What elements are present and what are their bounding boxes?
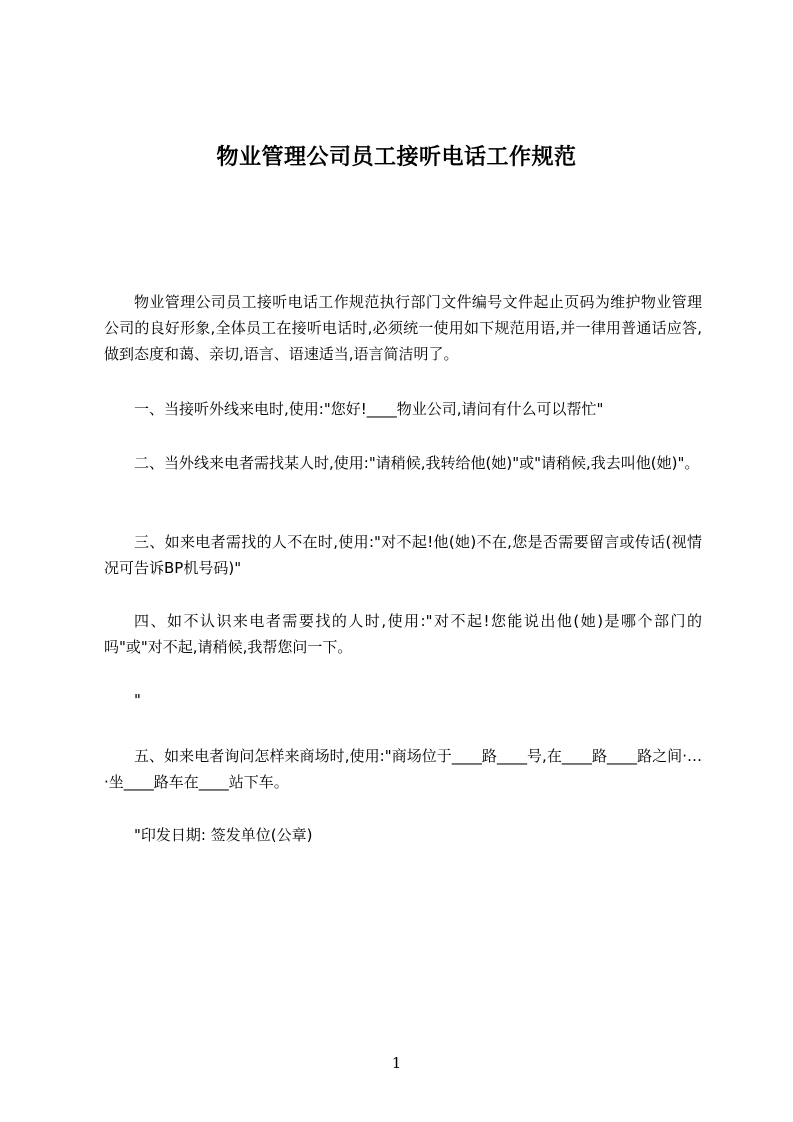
rule-paragraph-2: 二、当外线来电者需找某人时,使用:"请稍候,我转给他(她)"或"请稍候,我去叫他(她)"。	[134, 454, 700, 472]
rule-paragraph-4: 四、如不认识来电者需要找的人时,使用:"对不起!您能说出他(她)是哪个部门的吗"或"对不起,请稍候,我帮您问一下。	[104, 612, 702, 656]
rule-paragraph-1: 一、当接听外线来电时,使用:"您好!____物业公司,请问有什么可以帮忙"	[134, 400, 604, 418]
rule-paragraph-3: 三、如来电者需找的人不在时,使用:"对不起!他(她)不在,您是否需要留言或传话(视情况可告诉BP机号码)"	[104, 533, 702, 577]
rule-paragraph-5: 五、如来电者询问怎样来商场时,使用:"商场位于____路____号,在____路____路之间·…·坐____路车在____站下车。	[104, 747, 702, 791]
page-number: 1	[391, 1054, 402, 1072]
issue-info-line: "印发日期: 签发单位(公章)	[134, 826, 313, 844]
intro-paragraph: 物业管理公司员工接听电话工作规范执行部门文件编号文件起止页码为维护物业管理公司的良好形象,全体员工在接听电话时,必须统一使用如下规范用语,并一律用普通话应答,做到态度和蔼、亲切,语言、语速适当,语言简洁明了。	[104, 293, 702, 363]
document-title: 物业管理公司员工接听电话工作规范	[216, 145, 577, 170]
closing-quote-line: "	[134, 691, 141, 709]
